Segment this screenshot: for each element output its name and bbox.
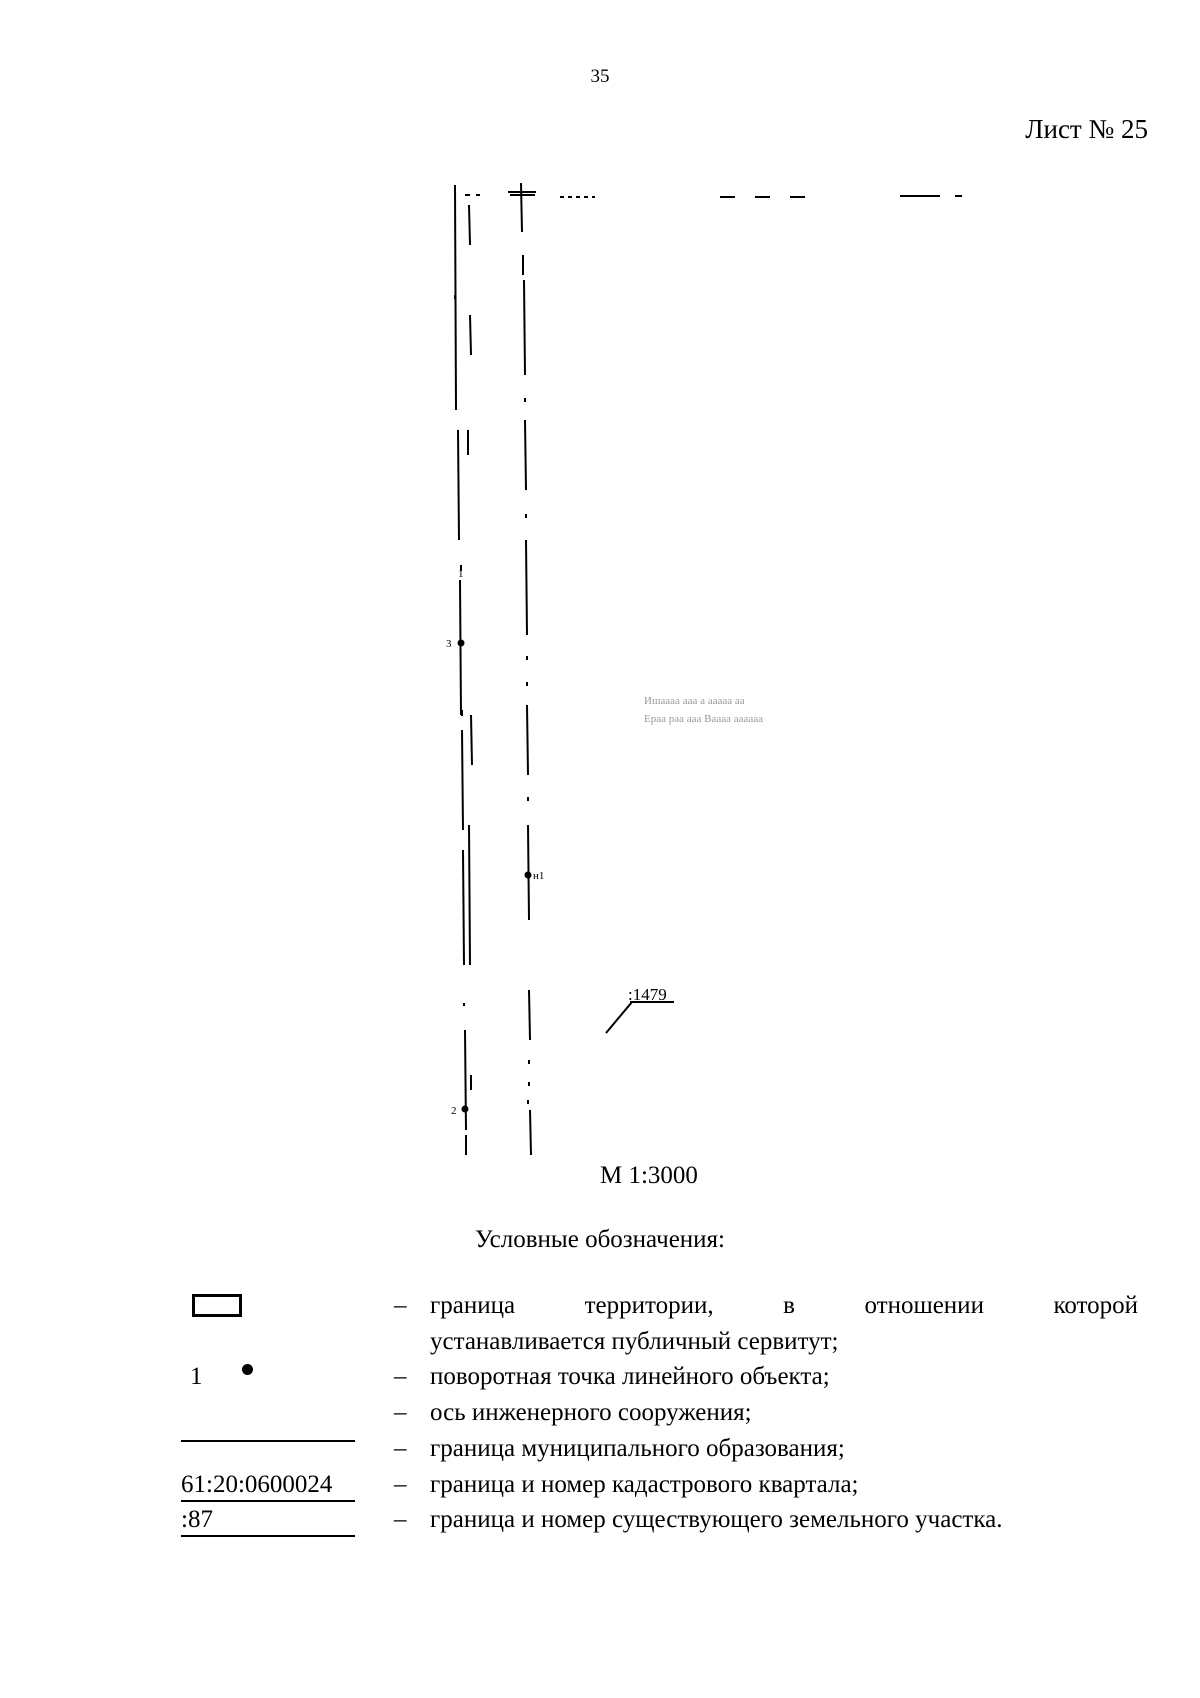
point-label-2: 2 [451, 1105, 457, 1117]
faint-note-line1: Ишаааа ааа а ааааа аа [644, 695, 745, 707]
legend-text: ось инженерного сооружения; [430, 1399, 752, 1426]
legend-text-line1: граница территории, в отношении которой [430, 1292, 1138, 1319]
legend-text: граница и номер существующего земельного участка. [430, 1506, 1003, 1533]
page-number: 35 [590, 66, 610, 87]
turning-point-2 [462, 1106, 469, 1113]
legend-title: Условные обозначения: [474, 1226, 726, 1253]
servitude-boundary-line [469, 205, 470, 245]
cadastral-quarter-line [530, 1110, 531, 1155]
legend-text: граница и номер кадастрового квартала; [430, 1471, 859, 1498]
legend-cadastral-underline [181, 1500, 355, 1502]
municipal-boundary-line [465, 1030, 466, 1130]
servitude-boundary-line [471, 715, 472, 765]
legend-dash: – [394, 1363, 407, 1390]
legend-line-symbol [181, 1440, 355, 1442]
servitude-boundary-line [470, 315, 471, 355]
legend-text: поворотная точка линейного объекта; [430, 1363, 830, 1390]
legend-text-line2: устанавливается публичный сервитут; [430, 1328, 839, 1355]
legend-dash: – [394, 1292, 407, 1319]
turning-point-3 [458, 640, 465, 647]
cadastral-quarter-line [524, 280, 525, 375]
municipal-boundary-line [462, 730, 463, 830]
legend-point-number: 1 [190, 1363, 203, 1390]
cadastral-quarter-line [527, 705, 528, 775]
cadastral-quarter-line [521, 183, 522, 232]
legend-parcel-label: :87 [181, 1506, 213, 1533]
legend-dash: – [394, 1471, 407, 1498]
legend-cadastral-label: 61:20:0600024 [181, 1471, 333, 1498]
cadastral-quarter-line [529, 990, 530, 1040]
municipal-boundary-line [458, 430, 459, 540]
sheet-label: Лист № 25 [1025, 114, 1148, 144]
point-label-1: 1 [458, 568, 464, 580]
parcel-label: :1479 [628, 985, 667, 1004]
cadastral-quarter-line [526, 540, 527, 635]
servitude-boundary-line [469, 825, 470, 965]
legend-point-symbol [242, 1364, 253, 1375]
municipal-boundary-line [460, 580, 461, 715]
legend-dash: – [394, 1435, 407, 1462]
legend-dash: – [394, 1506, 407, 1533]
legend-dash: – [394, 1399, 407, 1426]
legend-text: граница муниципального образования; [430, 1435, 845, 1462]
parcel-leader-line [606, 1002, 632, 1033]
legend-parcel-underline [181, 1535, 355, 1537]
faint-note-line2: Ераа раа ааа Ваааа аааааа [644, 713, 764, 725]
turning-point-n1 [525, 872, 532, 879]
point-label-n1: н1 [533, 870, 545, 882]
municipal-boundary-line [463, 850, 464, 965]
cadastral-quarter-line [525, 420, 526, 490]
point-label-3: 3 [446, 638, 452, 650]
legend-rect-symbol [192, 1294, 242, 1317]
map-scale: М 1:3000 [600, 1162, 698, 1189]
